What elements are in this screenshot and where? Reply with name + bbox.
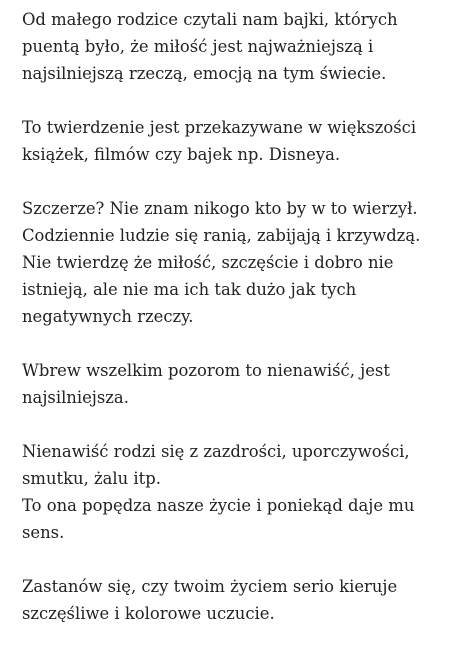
text-line: To twierdzenie jest przekazywane w większości (22, 118, 417, 137)
text-line: książek, filmów czy bajek np. Disneya. (22, 145, 341, 164)
text-line: puentą było, że miłość jest najważniejszą i (22, 37, 374, 56)
text-line: istnieją, ale nie ma ich tak dużo jak tych (22, 280, 357, 299)
text-line: sens. (22, 523, 65, 542)
text-line: Nie twierdzę że miłość, szczęście i dobro nie (22, 253, 394, 272)
paragraph-2 (22, 114, 452, 168)
paragraph-6 (22, 573, 452, 627)
text-line: Nienawiść rodzi się z zazdrości, uporczywości, (22, 442, 410, 461)
paragraph-4 (22, 357, 452, 411)
paragraph-1 (22, 6, 452, 87)
text-line: szczęśliwe i kolorowe uczucie. (22, 604, 275, 623)
paragraph-5 (22, 438, 452, 546)
text-line: Codziennie ludzie się ranią, zabijają i krzywdzą. (22, 226, 421, 245)
paragraph-3 (22, 195, 452, 330)
text-line: najsilniejszą rzeczą, emocją na tym świecie. (22, 64, 387, 83)
text-line: To ona popędza nasze życie i poniekąd daje mu (22, 496, 415, 515)
text-line: Od małego rodzice czytali nam bajki, których (22, 10, 398, 29)
text-line: smutku, żalu itp. (22, 469, 161, 488)
text-line: negatywnych rzeczy. (22, 307, 194, 326)
text-line: Wbrew wszelkim pozorom to nienawiść, jest (22, 361, 390, 380)
text-line: najsilniejsza. (22, 388, 129, 407)
text-line: Szczerze? Nie znam nikogo kto by w to wierzył. (22, 199, 418, 218)
text-line: Zastanów się, czy twoim życiem serio kieruje (22, 577, 398, 596)
document-body (22, 6, 452, 654)
